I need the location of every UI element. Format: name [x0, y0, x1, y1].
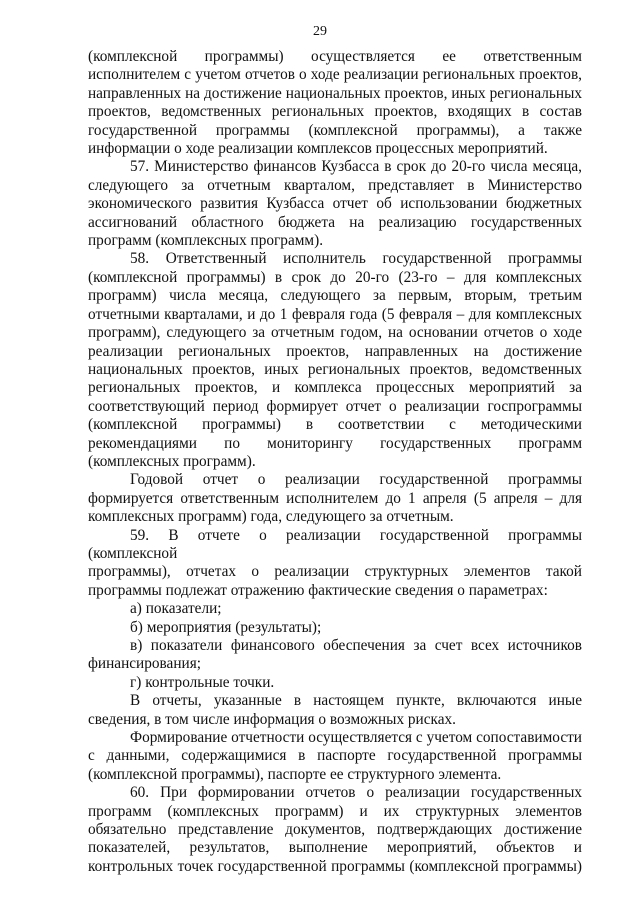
paragraph-3-line-6: реализации региональных проектов, направленных на достижение: [88, 342, 582, 360]
paragraph-3-line-10: (комплексной программы) в соответствии с методическими: [88, 416, 582, 434]
paragraph-3-line-9: соответствующий период формирует отчет о реализации госпрограммы: [88, 397, 582, 415]
paragraph-12-line-3: обязательно представление документов, подтверждающих достижение: [88, 821, 582, 839]
paragraph-5-line-1: 59. В отчете о реализации государственной программы (комплексной: [88, 526, 582, 562]
paragraph-2-line-1: 57. Министерство финансов Кузбасса в срок до 20-го числа месяца,: [130, 158, 582, 176]
paragraph-8-line-1: в) показатели финансового обеспечения за счет всех источников: [130, 637, 582, 654]
page-number: 29: [313, 24, 327, 39]
paragraph-1-line-2: исполнителем с учетом отчетов о ходе реализации региональных проектов,: [88, 66, 582, 84]
paragraph-11-line-3: (комплексной программы), паспорте ее структурного элемента.: [88, 765, 502, 783]
paragraph-12-line-2: программ (комплексных программ) и их структурных элементов: [88, 802, 582, 820]
paragraph-5-line-3: программы подлежат отражению фактические сведения о параметрах:: [88, 581, 548, 599]
paragraph-1-line-5: государственной программы (комплексной программы), а также: [88, 121, 582, 139]
paragraph-1-line-1: (комплексной программы) осуществляется ее ответственным: [88, 48, 582, 65]
paragraph-1-line-6: информации о ходе реализации комплексов процессных мероприятий.: [88, 140, 548, 158]
paragraph-4-line-3: комплексных программ) года, следующего за отчетным.: [88, 508, 454, 526]
paragraph-6-line-1: а) показатели;: [130, 600, 222, 618]
paragraph-3-line-2: (комплексной программы) в срок до 20-го (23-го – для комплексных: [88, 268, 582, 286]
paragraph-2-line-3: экономического развития Кузбасса отчет об использовании бюджетных: [88, 195, 582, 213]
paragraph-10-line-2: сведения, в том числе информация о возможных рисках.: [88, 710, 456, 728]
paragraph-3-line-4: отчетными кварталами, и до 1 февраля года (5 февраля – для комплексных: [88, 305, 582, 323]
paragraph-9-line-1: г) контрольные точки.: [130, 673, 275, 691]
paragraph-2-line-2: следующего за отчетным кварталом, представляет в Министерство: [88, 176, 582, 194]
paragraph-2-line-5: программ (комплексных программ).: [88, 232, 324, 250]
paragraph-8-line-2: финансирования;: [88, 655, 202, 673]
paragraph-7-line-1: б) мероприятия (результаты);: [130, 618, 322, 636]
paragraph-12-line-5: контрольных точек государственной программы (комплексной программы): [88, 857, 582, 875]
paragraph-3-line-7: национальных проектов, иных региональных проектов, ведомственных: [88, 360, 582, 378]
paragraph-11-line-1: Формирование отчетности осуществляется с учетом сопоставимости: [130, 729, 582, 747]
paragraph-2-line-4: ассигнований областного бюджета на реализацию государственных: [88, 213, 582, 231]
paragraph-4-line-2: формируется ответственным исполнителем до 1 апреля (5 апреля – для: [88, 489, 582, 507]
paragraph-4-line-1: Годовой отчет о реализации государственной программы: [130, 471, 582, 489]
paragraph-3-line-8: региональных проектов, и комплекса процессных мероприятий за: [88, 379, 582, 397]
paragraph-12-line-1: 60. При формировании отчетов о реализации государственных: [130, 784, 582, 802]
paragraph-3-line-11: рекомендациями по мониторингу государственных программ: [88, 434, 582, 452]
paragraph-3-line-12: (комплексных программ).: [88, 452, 256, 470]
paragraph-11-line-2: с данными, содержащимися в паспорте государственной программы: [88, 747, 582, 765]
paragraph-12-line-4: показателей, результатов, выполнение мероприятий, объектов и: [88, 839, 582, 857]
paragraph-1-line-4: проектов, ведомственных региональных проектов, входящих в состав: [88, 103, 582, 121]
paragraph-3-line-1: 58. Ответственный исполнитель государственной программы: [130, 250, 582, 268]
paragraph-3-line-5: программ), следующего за отчетным годом, на основании отчетов о ходе: [88, 324, 582, 342]
paragraph-1-line-3: направленных на достижение национальных проектов, иных региональных: [88, 84, 582, 102]
paragraph-5-line-2: программы), отчетах о реализации структурных элементов такой: [88, 563, 582, 581]
paragraph-10-line-1: В отчеты, указанные в настоящем пункте, включаются иные: [130, 692, 582, 710]
document-body: [88, 48, 582, 876]
paragraph-3-line-3: программ) числа месяца, следующего за первым, вторым, третьим: [88, 287, 582, 305]
